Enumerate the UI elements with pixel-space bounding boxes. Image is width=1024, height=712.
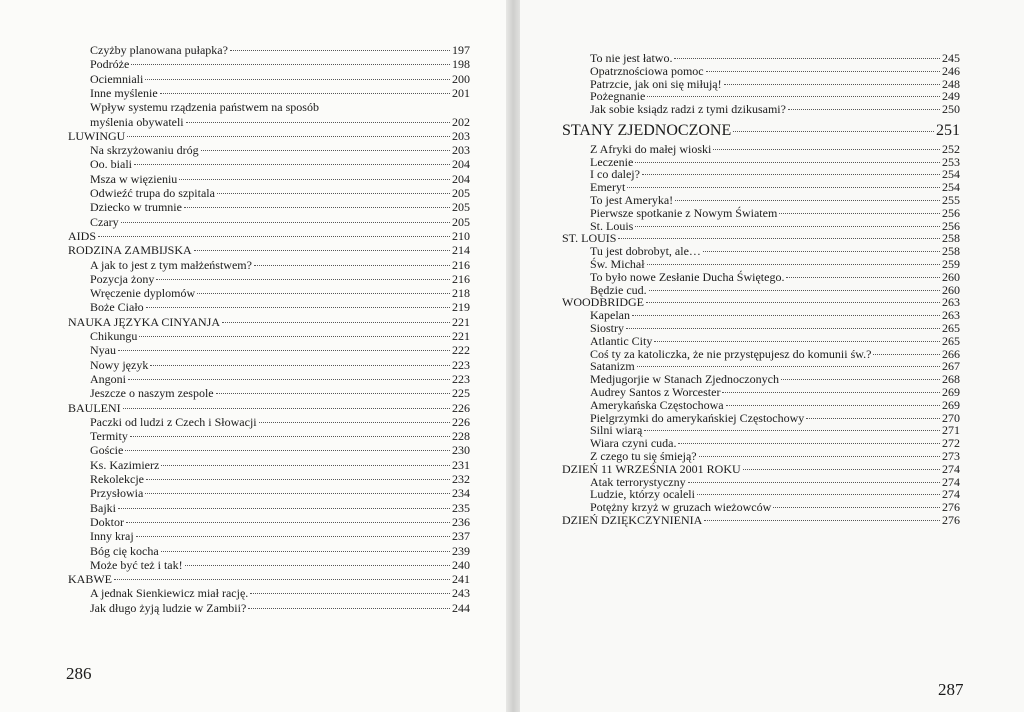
toc-entry-title: Atlantic City xyxy=(590,333,653,348)
dot-leader xyxy=(254,265,450,266)
toc-entry-title: Kapelan xyxy=(590,308,630,323)
dot-leader xyxy=(121,222,450,223)
toc-entry-title: Odwieźć trupa do szpitala xyxy=(90,186,215,200)
toc-entry-title: A jednak Sienkiewicz miał rację. xyxy=(90,586,249,601)
dot-leader xyxy=(674,58,940,59)
dot-leader xyxy=(781,379,940,380)
toc-entry-title: Chikungu xyxy=(90,329,138,343)
toc-page-number: 225 xyxy=(452,386,470,401)
dot-leader xyxy=(635,162,940,163)
toc-entry-title: Ociemniali xyxy=(90,71,144,86)
toc-entry-title: Jak sobie ksiądz radzi z tymi dzikusami? xyxy=(590,102,786,117)
toc-entry xyxy=(590,412,960,425)
toc-entry xyxy=(90,602,470,615)
toc-entry-title: Doktor xyxy=(90,514,124,529)
dot-leader xyxy=(644,430,940,431)
toc-entry-title: Coś ty za katoliczka, że nie przystępujesz do komunii św.? xyxy=(590,346,872,361)
toc-entry-title: NAUKA JĘZYKA CINYANJA xyxy=(68,314,221,329)
dot-leader xyxy=(649,290,940,291)
toc-page-number: 228 xyxy=(452,429,470,444)
toc-page-number: 239 xyxy=(452,543,470,558)
dot-leader xyxy=(726,405,940,406)
dot-leader xyxy=(637,366,940,367)
toc-entry xyxy=(90,216,470,229)
toc-entry-title: Pierwsze spotkanie z Nowym Światem xyxy=(590,205,778,220)
toc-entry xyxy=(90,44,470,57)
toc-entry xyxy=(90,301,470,314)
dot-leader xyxy=(699,456,940,457)
toc-entry-title: Audrey Santos z Worcester xyxy=(590,385,721,399)
toc-entry-title: myślenia obywateli xyxy=(90,114,184,129)
toc-entry xyxy=(90,373,470,386)
toc-entry xyxy=(90,158,470,171)
toc-entry xyxy=(90,173,470,186)
toc-page-number: 269 xyxy=(942,397,960,412)
dot-leader xyxy=(248,608,450,609)
dot-leader xyxy=(194,250,450,251)
dot-leader xyxy=(130,436,450,437)
right-page xyxy=(520,0,1024,712)
toc-page-number: 243 xyxy=(452,586,470,601)
toc-page-number: 271 xyxy=(942,423,960,438)
dot-leader xyxy=(646,302,940,303)
dot-leader xyxy=(704,520,940,521)
toc-page-number: 198 xyxy=(452,57,470,72)
dot-leader xyxy=(134,164,450,165)
dot-leader xyxy=(160,93,450,94)
toc-entry-title: Św. Michał xyxy=(590,257,645,271)
dot-leader xyxy=(703,251,940,252)
toc-page-number: 253 xyxy=(942,154,960,169)
toc-entry xyxy=(90,387,470,400)
toc-entry-title: Będzie cud. xyxy=(590,282,647,297)
toc-entry xyxy=(590,399,960,412)
toc-entry-title: Pozycja żony xyxy=(90,271,155,286)
toc-page-number: 205 xyxy=(452,186,470,200)
toc-entry-title: I co dalej? xyxy=(590,167,640,182)
toc-page-number: 202 xyxy=(452,114,470,129)
toc-entry xyxy=(590,348,960,361)
dot-leader xyxy=(145,79,450,80)
dot-leader xyxy=(654,341,940,342)
toc-page-number: 223 xyxy=(452,357,470,372)
dot-leader xyxy=(184,207,450,208)
toc-entry-title: Termity xyxy=(90,429,128,444)
dot-leader xyxy=(743,469,940,470)
dot-leader xyxy=(126,522,450,523)
toc-page-number: 263 xyxy=(942,295,960,310)
toc-entry xyxy=(590,156,960,169)
dot-leader xyxy=(259,422,450,423)
toc-page-number: 256 xyxy=(942,218,960,233)
toc-chapter xyxy=(562,463,960,476)
dot-leader xyxy=(779,213,940,214)
toc-page-number: 221 xyxy=(452,329,470,343)
toc-entry-title: Czyżby planowana pułapka? xyxy=(90,43,228,57)
toc-page-number: 267 xyxy=(942,359,960,374)
dot-leader xyxy=(201,150,450,151)
toc-page-number: 274 xyxy=(942,461,960,476)
toc-entry-title: Rekolekcje xyxy=(90,472,144,486)
toc-entry-title: Pożegnanie xyxy=(590,89,646,104)
toc-entry-title: To było nowe Zesłanie Ducha Świętego. xyxy=(590,269,785,284)
toc-page-number: 237 xyxy=(452,529,470,544)
dot-leader xyxy=(185,565,450,566)
dot-leader xyxy=(114,579,450,580)
toc-page-number: 268 xyxy=(942,372,960,387)
toc-page-number: 218 xyxy=(452,286,470,301)
dot-leader xyxy=(127,136,450,137)
toc-entry-title: Bajki xyxy=(90,500,116,515)
dot-leader xyxy=(722,392,940,393)
toc-entry xyxy=(90,430,470,443)
dot-leader xyxy=(688,482,940,483)
dot-leader xyxy=(250,593,450,594)
toc-entry-title: Z czego tu się śmieją? xyxy=(590,449,697,463)
toc-page-number: 276 xyxy=(942,500,960,515)
toc-chapter xyxy=(68,573,470,586)
toc-entry-title: Goście xyxy=(90,443,124,458)
toc-entry-title: To nie jest łatwo. xyxy=(590,51,673,65)
toc-entry-title: Satanizm xyxy=(590,359,635,374)
dot-leader xyxy=(123,408,450,409)
toc-entry-title: Pielgrzymki do amerykańskiej Częstochowy xyxy=(590,410,805,425)
toc-page-number: 256 xyxy=(942,205,960,220)
toc-entry xyxy=(90,259,470,272)
toc-entry-title: Wręczenie dyplomów xyxy=(90,286,196,301)
toc-page-number: 210 xyxy=(452,228,470,243)
toc-entry-title: Nyau xyxy=(90,343,116,358)
toc-page-number: 249 xyxy=(942,89,960,104)
dot-leader xyxy=(128,379,450,380)
dot-leader xyxy=(786,277,940,278)
toc-entry-title: Inny kraj xyxy=(90,529,134,544)
toc-page-number: 266 xyxy=(942,346,960,361)
toc-entry-title: Oo. biali xyxy=(90,157,132,172)
toc-entry-title: Podróże xyxy=(90,57,130,72)
toc-entry xyxy=(590,143,960,156)
toc-page-number: 221 xyxy=(452,314,470,329)
dot-leader xyxy=(647,264,940,265)
toc-chapter xyxy=(68,244,470,257)
toc-entry-title: Wiara czyni cuda. xyxy=(590,436,677,451)
dot-leader xyxy=(150,365,450,366)
toc-page-number: 214 xyxy=(452,243,470,258)
toc-entry xyxy=(90,459,470,472)
dot-leader xyxy=(197,293,450,294)
toc-entry-title: Angoni xyxy=(90,371,126,386)
toc-page-number: 276 xyxy=(942,513,960,527)
toc-page-number: 265 xyxy=(942,333,960,348)
toc-page-number: 201 xyxy=(452,85,470,100)
dot-leader xyxy=(627,187,940,188)
dot-leader xyxy=(131,64,450,65)
toc-entry-title: Opatrznościowa pomoc xyxy=(590,63,704,78)
toc-entry xyxy=(90,487,470,500)
toc-chapter xyxy=(68,316,470,329)
toc-chapter xyxy=(562,122,960,139)
dot-leader xyxy=(136,536,450,537)
dot-leader xyxy=(161,465,450,466)
toc-page-number: 234 xyxy=(452,486,470,501)
toc-page-number: 263 xyxy=(942,308,960,323)
toc-entry-title: Amerykańska Częstochowa xyxy=(590,397,724,412)
toc-page-number: 232 xyxy=(452,472,470,486)
dot-leader xyxy=(216,393,450,394)
dot-leader xyxy=(217,193,450,194)
toc-entry xyxy=(590,335,960,348)
toc-entry-title: KABWE xyxy=(68,572,112,587)
toc-entry-title: RODZINA ZAMBIJSKA xyxy=(68,243,192,258)
toc-entry xyxy=(90,330,470,343)
toc-entry-title: Ks. Kazimierz xyxy=(90,457,160,472)
toc-chapter xyxy=(68,402,470,415)
toc-entry-title: Czary xyxy=(90,214,119,229)
toc-entry xyxy=(90,530,470,543)
toc-entry xyxy=(590,309,960,322)
toc-entry-title: Potężny krzyż w gruzach wieżowców xyxy=(590,500,772,515)
toc-entry xyxy=(590,207,960,220)
toc-page-number: 236 xyxy=(452,514,470,529)
dot-leader xyxy=(635,226,940,227)
toc-page-number: 203 xyxy=(452,128,470,143)
toc-page-number: 219 xyxy=(452,300,470,315)
toc-entry xyxy=(90,144,470,157)
dot-leader xyxy=(222,322,450,323)
dot-leader xyxy=(179,179,450,180)
toc-entry-title: Medjugorjie w Stanach Zjednoczonych xyxy=(590,372,779,387)
toc-page-number: 223 xyxy=(452,371,470,386)
dot-leader xyxy=(139,336,450,337)
toc-page-number: 258 xyxy=(942,244,960,259)
toc-page-number: 273 xyxy=(942,449,960,463)
dot-leader xyxy=(626,328,940,329)
toc-entry-title: Przysłowia xyxy=(90,486,144,501)
toc-entry-title: WOODBRIDGE xyxy=(562,295,644,310)
toc-page-number: 246 xyxy=(942,63,960,78)
toc-entry xyxy=(590,65,960,78)
toc-page-number: 252 xyxy=(942,141,960,156)
toc-chapter xyxy=(68,130,470,143)
toc-page-number: 197 xyxy=(452,43,470,57)
toc-entry xyxy=(90,187,470,200)
toc-entry-title: Jak długo żyją ludzie w Zambii? xyxy=(90,600,247,615)
dot-leader xyxy=(118,350,450,351)
dot-leader xyxy=(230,50,450,51)
toc-page-number: 226 xyxy=(452,400,470,415)
toc-page-number: 258 xyxy=(942,231,960,246)
toc-entry-title: ST. LOUIS xyxy=(562,231,617,246)
toc-entry xyxy=(590,103,960,116)
toc-entry xyxy=(90,502,470,515)
dot-leader xyxy=(146,479,450,480)
toc-entry-title: Wpływ systemu rządzenia państwem na sposób xyxy=(90,100,319,115)
toc-entry xyxy=(90,473,470,486)
dot-leader xyxy=(186,122,450,123)
toc-entry-title: AIDS xyxy=(68,228,97,243)
toc-entry-title: Nowy język xyxy=(90,357,149,372)
dot-leader xyxy=(145,493,450,494)
toc-entry-title: To jest Ameryka! xyxy=(590,193,674,207)
toc-page-number: 274 xyxy=(942,487,960,502)
toc-page-number: 203 xyxy=(452,143,470,158)
toc-page-number: 204 xyxy=(452,157,470,172)
dot-leader xyxy=(618,238,940,239)
dot-leader xyxy=(675,200,940,201)
toc-page-number: 260 xyxy=(942,282,960,297)
toc-page-number: 204 xyxy=(452,171,470,186)
toc-page-number: 222 xyxy=(452,343,470,358)
toc-entry xyxy=(590,78,960,91)
toc-entry-title: LUWINGU xyxy=(68,128,126,143)
toc-page-number: 269 xyxy=(942,385,960,399)
toc-entry-title: Jeszcze o naszym zespole xyxy=(90,386,214,401)
dot-leader xyxy=(788,109,940,110)
toc-page-number: 259 xyxy=(942,257,960,271)
dot-leader xyxy=(146,307,450,308)
toc-page-number: 241 xyxy=(452,572,470,587)
dot-leader xyxy=(724,84,940,85)
toc-entry xyxy=(90,201,470,214)
toc-entry-title: Silni wiarą xyxy=(590,423,643,438)
toc-entry-title: Boże Ciało xyxy=(90,300,144,315)
toc-entry xyxy=(90,416,470,429)
toc-entry xyxy=(590,168,960,181)
toc-entry-title: Patrzcie, jak oni się miłują! xyxy=(590,76,722,91)
toc-entry-title: Z Afryki do małej wioski xyxy=(590,141,712,156)
toc-entry-title: Leczenie xyxy=(590,154,634,169)
toc-entry-title: DZIEŃ 11 WRZEŚNIA 2001 ROKU xyxy=(562,461,741,476)
dot-leader xyxy=(773,507,940,508)
toc-entry xyxy=(90,545,470,558)
toc-page-number: 245 xyxy=(942,51,960,65)
toc-page-number: 205 xyxy=(452,214,470,229)
toc-entry-title: Siostry xyxy=(590,321,625,335)
toc-page-number: 254 xyxy=(942,167,960,182)
toc-entry xyxy=(590,284,960,297)
toc-entry-title: BAULENI xyxy=(68,400,121,415)
toc-entry xyxy=(590,245,960,258)
toc-entry-title: Paczki od ludzi z Czech i Słowacji xyxy=(90,414,257,429)
toc-page-number: 274 xyxy=(942,474,960,489)
dot-leader xyxy=(713,149,940,150)
toc-entry xyxy=(90,73,470,86)
toc-chapter xyxy=(68,230,470,243)
dot-leader xyxy=(733,131,934,132)
toc-page-number: 226 xyxy=(452,414,470,429)
toc-entry-title: Msza w więzieniu xyxy=(90,171,178,186)
toc-page-number: 244 xyxy=(452,600,470,615)
toc-entry xyxy=(90,516,470,529)
left-page xyxy=(0,0,508,712)
toc-entry xyxy=(90,58,470,71)
toc-entry xyxy=(90,444,470,457)
toc-page-number: 272 xyxy=(942,436,960,451)
dot-leader xyxy=(125,450,450,451)
toc-entry xyxy=(90,273,470,286)
dot-leader xyxy=(632,315,940,316)
toc-entry xyxy=(590,220,960,233)
toc-entry-title: Inne myślenie xyxy=(90,85,158,100)
toc-page-number: 235 xyxy=(452,500,470,515)
dot-leader xyxy=(706,71,940,72)
dot-leader xyxy=(806,418,940,419)
toc-page-number: 240 xyxy=(452,557,470,572)
toc-page-number: 230 xyxy=(452,443,470,458)
dot-leader xyxy=(118,508,450,509)
toc-entry-title: Dziecko w trumnie xyxy=(90,200,182,215)
toc-entry-title: Tu jest dobrobyt, ale… xyxy=(590,244,701,259)
toc-entry xyxy=(90,359,470,372)
toc-page-number: 216 xyxy=(452,257,470,272)
toc-entry-title: Może być też i tak! xyxy=(90,557,183,572)
dot-leader xyxy=(873,354,940,355)
toc-entry-title: St. Louis xyxy=(590,218,634,233)
dot-leader xyxy=(678,443,940,444)
toc-entry xyxy=(590,271,960,284)
toc-entry-title: Atak terrorystyczny xyxy=(590,474,686,489)
toc-page-number: 216 xyxy=(452,271,470,286)
dot-leader xyxy=(156,279,450,280)
toc-entry-title: Ludzie, którzy ocaleli xyxy=(590,487,695,502)
page-number-left: 286 xyxy=(66,664,92,683)
toc-entry-title: STANY ZJEDNOCZONE xyxy=(562,122,732,139)
page-number-right: 287 xyxy=(938,680,964,699)
toc-entry-title: A jak to jest z tym małżeństwem? xyxy=(90,257,252,272)
toc-page-number: 251 xyxy=(936,122,960,139)
toc-page-number: 250 xyxy=(942,102,960,117)
toc-page-number: 231 xyxy=(452,457,470,472)
toc-chapter xyxy=(562,514,960,527)
toc-page-number: 200 xyxy=(452,71,470,86)
toc-page-number: 248 xyxy=(942,76,960,91)
dot-leader xyxy=(697,494,940,495)
toc-page-number: 265 xyxy=(942,321,960,335)
toc-entry xyxy=(90,344,470,357)
dot-leader xyxy=(161,551,450,552)
toc-page-number: 255 xyxy=(942,193,960,207)
toc-page-number: 260 xyxy=(942,269,960,284)
toc-entry xyxy=(90,587,470,600)
dot-leader xyxy=(98,236,450,237)
toc-entry xyxy=(90,559,470,572)
toc-entry-title: DZIEŃ DZIĘKCZYNIENIA xyxy=(562,513,703,527)
dot-leader xyxy=(642,174,940,175)
toc-entry xyxy=(90,287,470,300)
toc-page-number: 270 xyxy=(942,410,960,425)
toc-entry-title: Bóg cię kocha xyxy=(90,543,159,558)
toc-page-number: 205 xyxy=(452,200,470,215)
toc-page-number: 254 xyxy=(942,180,960,195)
toc-entry xyxy=(90,87,470,100)
dot-leader xyxy=(647,96,940,97)
toc-entry-title: Na skrzyżowaniu dróg xyxy=(90,143,199,158)
toc-entry-title: Emeryt xyxy=(590,180,626,195)
toc-entry xyxy=(90,116,470,129)
